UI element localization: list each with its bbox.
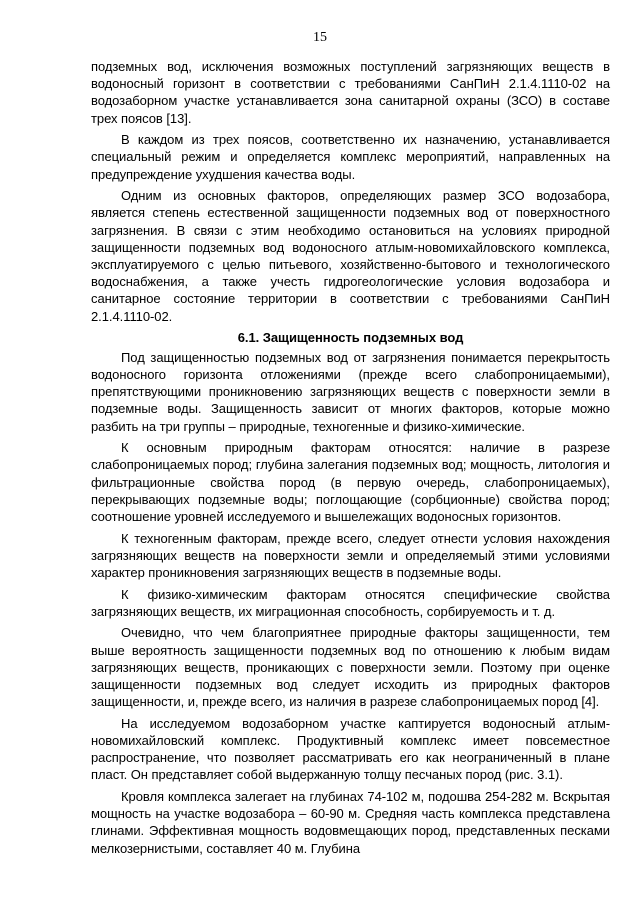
paragraph: Одним из основных факторов, определяющих размер ЗСО водозабора, является степень естественной защищенности подземных вод от поверхностного загрязнения. В связи с этим необходимо остановиться на условиях природной защищенности подземных вод водоносного атлым-новомихайловского комплекса, эксплуатируемого с целью питьевого, хозяйственно-бытового и технологического водоснабжения, а также учесть гидрогеологические условия водозабора и санитарное состояние территории в соответствии с требованиями СанПиН 2.1.4.1110-02. (91, 188, 610, 324)
paragraph: Очевидно, что чем благоприятнее природные факторы защищенности, тем выше вероятность защищенности подземных вод по отношению к любым видам загрязняющих веществ, проникающих с поверхности земли. Поэтому при оценке защищенности подземных вод следует исходить из природных факторов защищенности, и, прежде всего, из наличия в разрезе слабопроницаемых пород [4]. (91, 625, 610, 710)
section-heading: 6.1. Защищенность подземных вод (237, 330, 464, 346)
paragraph: Кровля комплекса залегает на глубинах 74-102 м, подошва 254-282 м. Вскрытая мощность на участке водозабора – 60-90 м. Средняя часть комплекса представлена глинами. Эффективная мощность водовмещающих пород, представленных песками мелкозернистыми, составляет 40 м. Глубина (91, 788, 610, 856)
paragraph: К техногенным факторам, прежде всего, следует отнести условия нахождения загрязняющих веществ на поверхности земли и определяемый этими условиями характер проникновения загрязняющих веществ в подземные воды. (91, 530, 610, 580)
paragraph: Под защищенностью подземных вод от загрязнения понимается перекрытость водоносного горизонта отложениями (прежде всего слабопроницаемыми), препятствующими проникновению загрязняющих веществ с поверхности земли в подземные воды. Защищенность зависит от многих факторов, которые можно разбить на три группы – природные, техногенные и физико-химические. (91, 349, 610, 434)
paragraph: К физико-химическим факторам относятся специфические свойства загрязняющих веществ, их миграционная способность, сорбируемость и т. д. (91, 586, 610, 619)
paragraph: На исследуемом водозаборном участке каптируется водоносный атлым-новомихайловский комплекс. Продуктивный комплекс имеет повсеместное распространение, что позволяет рассматривать его как неограниченный в плане пласт. Он представляет собой выдержанную толщу песчаных пород (рис. 3.1). (91, 715, 610, 783)
paragraph: В каждом из трех поясов, соответственно их назначению, устанавливается специальный режим и определяется комплекс мероприятий, направленных на предупреждение ухудшения качества воды. (91, 132, 610, 182)
page-number: 15 (313, 30, 327, 45)
paragraph: подземных вод, исключения возможных поступлений загрязняющих веществ в водоносный горизонт в соответствии с требованиями СанПиН 2.1.4.1110-02 на водозаборном участке устанавливается зона санитарной охраны (ЗСО) в составе трех поясов [13]. (91, 59, 610, 126)
paragraph: К основным природным факторам относятся: наличие в разрезе слабопроницаемых пород; глубина залегания подземных вод; мощность, литология и фильтрационные свойства пород (в первую очередь, слабопроницаемых), перекрывающих подземные воды; поглощающие (сорбционные) свойства пород; соотношение уровней исследуемого и вышележащих водоносных горизонтов. (91, 440, 610, 524)
document-body (91, 58, 610, 861)
